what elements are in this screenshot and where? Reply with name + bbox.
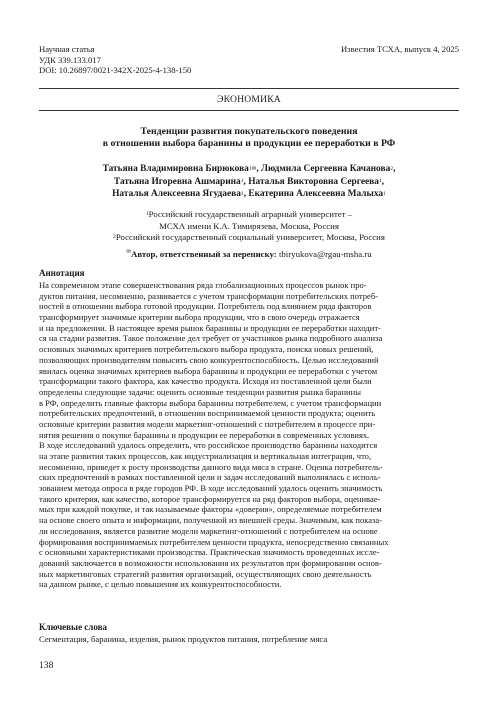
abstract-line: и на предложении. В настоящее время рынок баранины и продукции ее переработки находит-: [39, 322, 381, 333]
author-affiliation-mark: 1: [383, 190, 386, 197]
abstract-line: ся на стадии развития. Такое положение дел требует от участников рынка подробного анализа: [39, 333, 383, 344]
author-name: Татьяна Игоревна Ашмарина: [113, 176, 241, 187]
article-meta: [39, 44, 299, 76]
author-name: Наталья Алексеевна Ягудаева: [112, 189, 241, 200]
section-rule-bottom: [39, 110, 459, 111]
title-line: в отношении выбора баранины и продукции ее переработки в РФ: [102, 138, 396, 149]
author-name: Наталья Викторовна Сергеева: [248, 176, 379, 187]
abstract-line: нятия решения о покупке баранины и продукции ее переработки в современных условиях.: [39, 429, 370, 440]
abstract-line: на данном рынке, с целью повышения их конкурентоспособности.: [39, 579, 282, 590]
article-title: [39, 126, 459, 150]
abstract-line: дуктов питания, несомненно, развивается с учетом трансформации потребительских потреб-: [39, 290, 379, 301]
abstract-line: определены следующие задачи: оценить основные тенденции развития рынка баранины: [39, 386, 361, 397]
author-name: Татьяна Владимировна Бирюкова: [102, 164, 249, 174]
author-affiliation-mark: 1: [240, 178, 244, 185]
keywords-heading: Ключевые слова: [39, 622, 107, 632]
author-affiliation-mark: 2: [390, 165, 394, 172]
envelope-icon: ✉: [126, 248, 132, 255]
abstract-line: трансформации такого фактора, как качество продукта. Исходя из поставленной цели были: [39, 376, 372, 387]
article-type: Научная статья: [39, 44, 95, 54]
abstract-line: с основными характеристиками производства. Практическая значимость проведенных иссле-: [39, 547, 380, 558]
abstract-line: на этапе развития таких процессов, как индустриализация и вертикальная интеграция, что,: [39, 451, 372, 461]
abstract-line: зованием метода опроса в ряде городов РФ. В ходе исследований удалось оценить значимость: [39, 483, 383, 494]
abstract-line: позволяющих производителям повысить свою конкурентоспособность. Целью исследований: [39, 354, 379, 365]
abstract-line: мых при каждой покупке, и так называемые факторы «доверия», определяемые потребителем: [39, 504, 382, 515]
corresponding-email: tbiryukova@rgau-msha.ru: [278, 249, 372, 259]
abstract-line: в РФ, определить главные факторы выбора баранины потребителем, с учетом трансформации: [39, 397, 382, 408]
abstract-line: дований заключается в возможности использования их результатов при формировании основ-: [39, 557, 382, 568]
author-name: Людмила Сергеевна Качанова: [261, 164, 391, 174]
udc-code: УДК 339.133.017: [39, 54, 101, 65]
author-separator: ,: [256, 164, 262, 174]
corresponding-author: [39, 249, 459, 259]
abstract-line: основных значимых критериев потребительского выбора продукта, поиска новых решений,: [39, 344, 374, 355]
affiliations: [39, 209, 459, 244]
author-name: Екатерина Алексеевна Малыха: [248, 189, 384, 200]
abstract-line: формирования воспринимаемых потребителем ценности продукта, непосредственно связанных: [39, 536, 389, 547]
affiliation-text: МСХА имени К.А. Тимирязева, Москва, Россия: [159, 220, 339, 231]
author-affiliation-mark: 1✉: [248, 165, 257, 172]
abstract-line: трансформирует значимые критерии выбора продукции, что в свою очередь отражается: [39, 312, 360, 323]
page-number: 138: [39, 660, 54, 671]
abstract-line: ли исследования, является развитие модели маркетинг-отношений с потребителем на основе: [39, 525, 378, 536]
author-affiliation-mark: 1: [240, 190, 244, 197]
abstract-body: [39, 280, 459, 590]
affiliation-mark: 2: [113, 233, 116, 240]
doi: DOI: 10.26897/0021-342X-2025-4-138-150: [39, 65, 192, 76]
section-heading: ЭКОНОМИКА: [217, 94, 281, 105]
abstract-line: основные критерии развития модели маркетинг-отношений с потребителем в процессе при-: [39, 418, 376, 429]
abstract-line: на основе своего опыта и информации, полученной из внешней среды. Значимым, как показа-: [39, 515, 383, 526]
title-line: Тенденции развития покупательского поведения: [140, 126, 358, 137]
author-separator: ,: [381, 176, 385, 187]
affiliation-text: Российский государственный социальный университет, Москва, Россия: [115, 232, 385, 243]
abstract-line: ностей в отношении выбора готовой продукции. Потребитель под влиянием ряда факторов: [39, 301, 372, 312]
abstract-line: В ходе исследований удалось определить, что российское производство баранины находится: [39, 440, 378, 451]
abstract-line: явилась оценка значимых критериев выбора баранины и продукции ее переработки с учетом: [39, 365, 378, 376]
section-rule-top: [39, 88, 459, 89]
affiliation-mark: 1: [145, 210, 149, 217]
abstract-line: ных маркетинговых стратегий развития организаций, осуществляющих свою деятельность: [39, 568, 372, 579]
author-separator: ,: [393, 164, 396, 174]
author-separator: ,: [243, 189, 249, 200]
abstract-line: такого критерия, как качество, которое трансформируется на ряд факторов выбора, оценивае-: [39, 493, 381, 504]
abstract-line: несомненно, приведет к росту производства данного вида мяса в стране. Оценка потребитель-: [39, 461, 383, 472]
abstract-line: потребительских предпочтений, в отношении воспринимаемой ценности продукта; оценить: [39, 408, 376, 419]
abstract-line: ских предпочтений в рамках поставленной цели и задач исследований выполнялась с исполь-: [39, 472, 381, 483]
abstract-line: На современном этапе совершенствования ряда глобализационных процессов рынок про-: [39, 280, 367, 290]
abstract-heading: Аннотация: [39, 268, 85, 278]
author-separator: ,: [243, 176, 249, 187]
keywords-text: Сегментация, баранина, изделия, рынок продуктов питания, потребление мяса: [39, 634, 328, 644]
journal-issue: Известия ТСХА, выпуск 4, 2025: [340, 44, 459, 54]
corresponding-label: Автор, ответственный за переписку:: [131, 249, 277, 259]
author-list: [39, 163, 459, 201]
affiliation-text: Российский государственный аграрный университет –: [148, 209, 353, 219]
author-affiliation-mark: 1: [378, 178, 382, 185]
